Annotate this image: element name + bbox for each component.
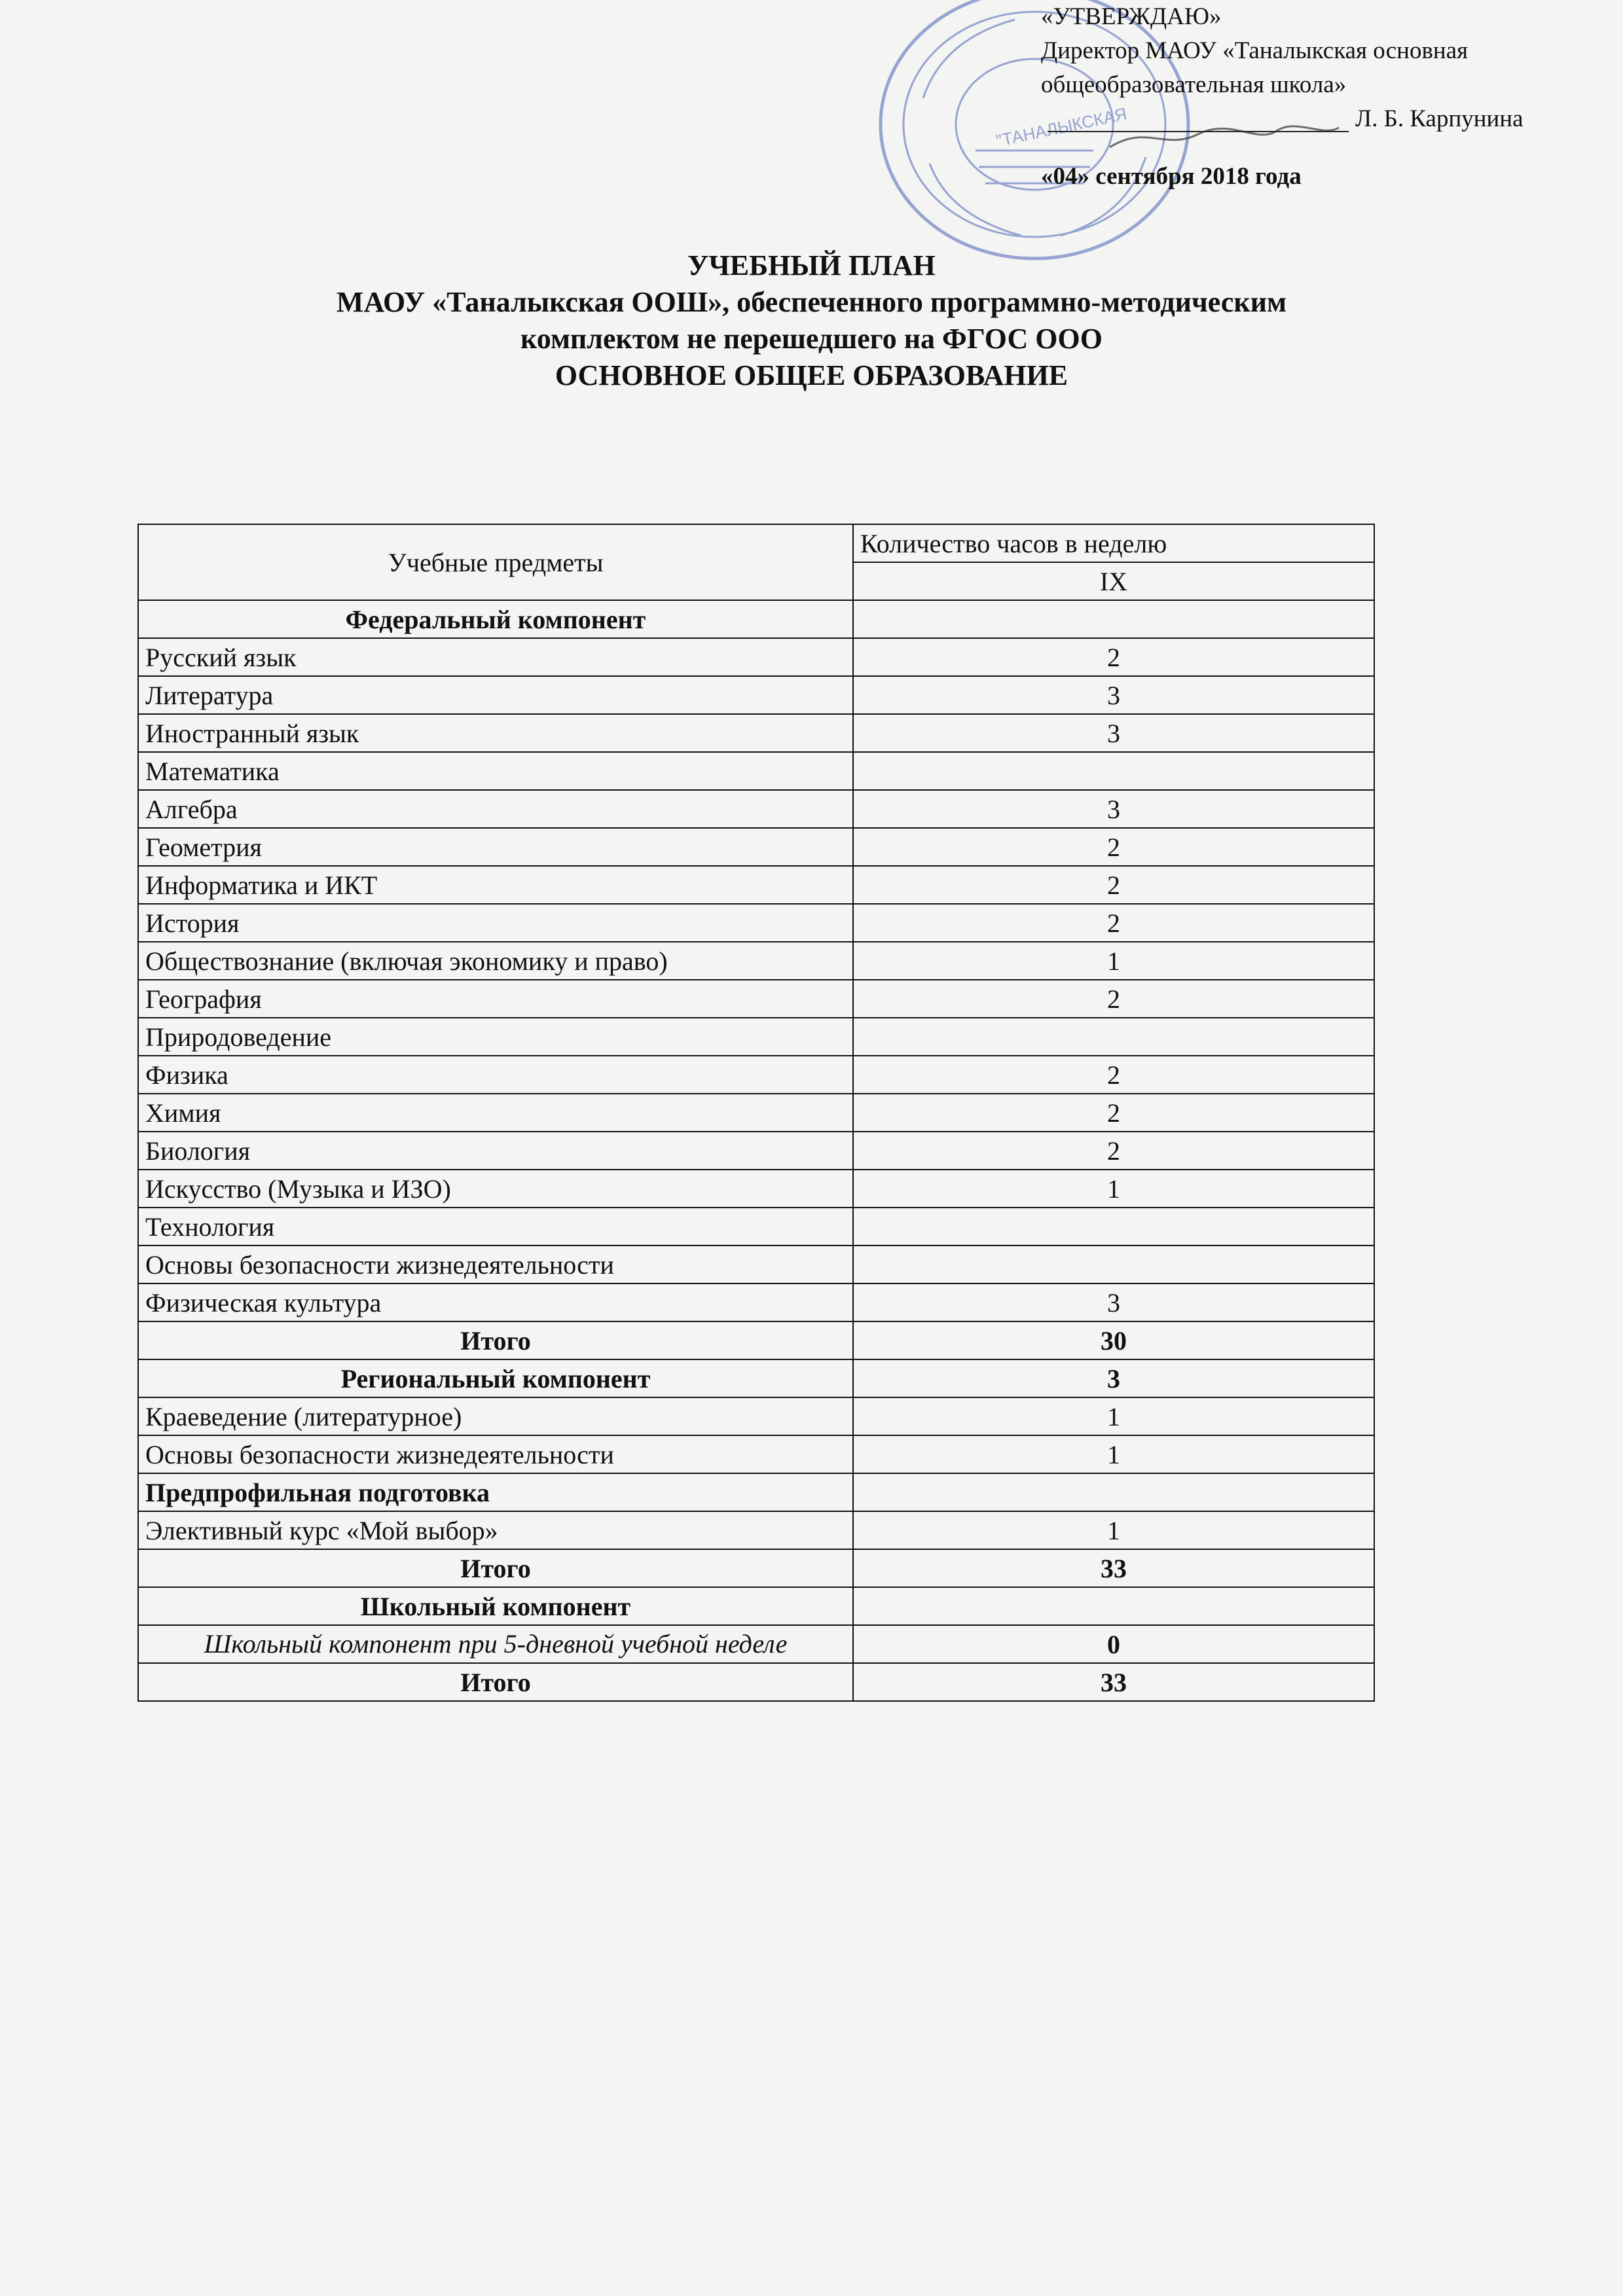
table-row — [138, 676, 1374, 714]
subject-hours: 3 — [853, 714, 1374, 752]
federal-component-hours — [853, 600, 1374, 638]
subject-name: Русский язык — [138, 638, 853, 676]
subject-hours: 2 — [853, 638, 1374, 676]
subject-name: Искусство (Музыка и ИЗО) — [138, 1170, 853, 1208]
subject-hours: 1 — [853, 1435, 1374, 1473]
header-grade: IX — [853, 562, 1374, 600]
subject-hours — [853, 752, 1374, 790]
signature-underline — [1048, 131, 1349, 132]
subject-name: Обществознание (включая экономику и право) — [138, 942, 853, 980]
subject-name: Информатика и ИКТ — [138, 866, 853, 904]
table-row — [138, 752, 1374, 790]
subject-name: История — [138, 904, 853, 942]
regional-component-row — [138, 1359, 1374, 1397]
subject-name: Иностранный язык — [138, 714, 853, 752]
subject-name: География — [138, 980, 853, 1018]
table-row — [138, 1511, 1374, 1549]
subject-name: Биология — [138, 1132, 853, 1170]
subject-name: Математика — [138, 752, 853, 790]
subject-name: Геометрия — [138, 828, 853, 866]
table-row — [138, 1246, 1374, 1283]
regional-component-value: 3 — [853, 1359, 1374, 1397]
table-row — [138, 980, 1374, 1018]
subject-name: Технология — [138, 1208, 853, 1246]
total2-value: 33 — [853, 1549, 1374, 1587]
subject-hours: 3 — [853, 1283, 1374, 1321]
table-row — [138, 790, 1374, 828]
school-sub-value: 0 — [853, 1625, 1374, 1663]
school-component-hours — [853, 1587, 1374, 1625]
total1-label: Итого — [138, 1321, 853, 1359]
subject-name: Литература — [138, 676, 853, 714]
school-sub-row — [138, 1625, 1374, 1663]
total3-value: 33 — [853, 1663, 1374, 1701]
table-row — [138, 1018, 1374, 1056]
subject-hours: 1 — [853, 942, 1374, 980]
subject-hours: 3 — [853, 790, 1374, 828]
subject-name: Алгебра — [138, 790, 853, 828]
subject-hours: 1 — [853, 1511, 1374, 1549]
total3-label: Итого — [138, 1663, 853, 1701]
total1-value: 30 — [853, 1321, 1374, 1359]
preprofile-label: Предпрофильная подготовка — [138, 1473, 853, 1511]
table-row — [138, 1208, 1374, 1246]
approval-date: «04» сентября 2018 года — [1041, 163, 1302, 190]
subject-hours: 3 — [853, 676, 1374, 714]
subject-name: Природоведение — [138, 1018, 853, 1056]
director-position-line2: общеобразовательная школа» — [1041, 71, 1347, 98]
table-row — [138, 866, 1374, 904]
school-sub-label: Школьный компонент при 5-дневной учебной неделе — [138, 1625, 853, 1663]
subject-hours: 1 — [853, 1397, 1374, 1435]
total-row-1 — [138, 1321, 1374, 1359]
table-row — [138, 1094, 1374, 1132]
approval-heading: «УТВЕРЖДАЮ» — [1041, 3, 1222, 30]
subject-hours: 1 — [853, 1170, 1374, 1208]
federal-component-label: Федеральный компонент — [138, 600, 853, 638]
subject-hours — [853, 1018, 1374, 1056]
subject-hours: 2 — [853, 866, 1374, 904]
subject-name: Основы безопасности жизнедеятельности — [138, 1435, 853, 1473]
subject-name: Краеведение (литературное) — [138, 1397, 853, 1435]
regional-component-label: Региональный компонент — [138, 1359, 853, 1397]
subject-name: Элективный курс «Мой выбор» — [138, 1511, 853, 1549]
table-row — [138, 714, 1374, 752]
subject-hours — [853, 1246, 1374, 1283]
document-title — [0, 247, 1623, 394]
subject-name: Физическая культура — [138, 1283, 853, 1321]
header-subjects: Учебные предметы — [138, 524, 853, 600]
preprofile-hours — [853, 1473, 1374, 1511]
subject-name: Физика — [138, 1056, 853, 1094]
subject-hours: 2 — [853, 1094, 1374, 1132]
table-row — [138, 1435, 1374, 1473]
table-row — [138, 942, 1374, 980]
table-row — [138, 1132, 1374, 1170]
preprofile-row — [138, 1473, 1374, 1511]
subject-hours — [853, 1208, 1374, 1246]
total2-label: Итого — [138, 1549, 853, 1587]
table-header-row — [138, 524, 1374, 562]
school-component-label: Школьный компонент — [138, 1587, 853, 1625]
subject-hours: 2 — [853, 980, 1374, 1018]
curriculum-table — [137, 524, 1375, 1702]
total-row-3 — [138, 1663, 1374, 1701]
subject-name: Основы безопасности жизнедеятельности — [138, 1246, 853, 1283]
table-row — [138, 1170, 1374, 1208]
total-row-2 — [138, 1549, 1374, 1587]
subject-hours: 2 — [853, 828, 1374, 866]
header-hours: Количество часов в неделю — [853, 524, 1374, 562]
stamp-text: "ТАНАЛЫКСКАЯ — [994, 103, 1129, 151]
table-row — [138, 1283, 1374, 1321]
table-row — [138, 1056, 1374, 1094]
table-row — [138, 828, 1374, 866]
subject-hours: 2 — [853, 904, 1374, 942]
table-row — [138, 638, 1374, 676]
approval-block — [1041, 0, 1552, 194]
title-line-4: ОСНОВНОЕ ОБЩЕЕ ОБРАЗОВАНИЕ — [555, 359, 1068, 391]
subject-name: Химия — [138, 1094, 853, 1132]
subject-hours: 2 — [853, 1132, 1374, 1170]
title-line-3: комплектом не перешедшего на ФГОС ООО — [520, 323, 1103, 355]
federal-component-row — [138, 600, 1374, 638]
table-row — [138, 1397, 1374, 1435]
school-component-row — [138, 1587, 1374, 1625]
director-position-line1: Директор МАОУ «Таналыкская основная — [1041, 37, 1468, 64]
table-row — [138, 904, 1374, 942]
title-line-2: МАОУ «Таналыкская ООШ», обеспеченного программно-методическим — [336, 286, 1287, 318]
signature-line — [1041, 102, 1552, 141]
title-line-1: УЧЕБНЫЙ ПЛАН — [687, 249, 936, 281]
director-name: Л. Б. Карпунина — [1355, 105, 1523, 132]
subject-hours: 2 — [853, 1056, 1374, 1094]
